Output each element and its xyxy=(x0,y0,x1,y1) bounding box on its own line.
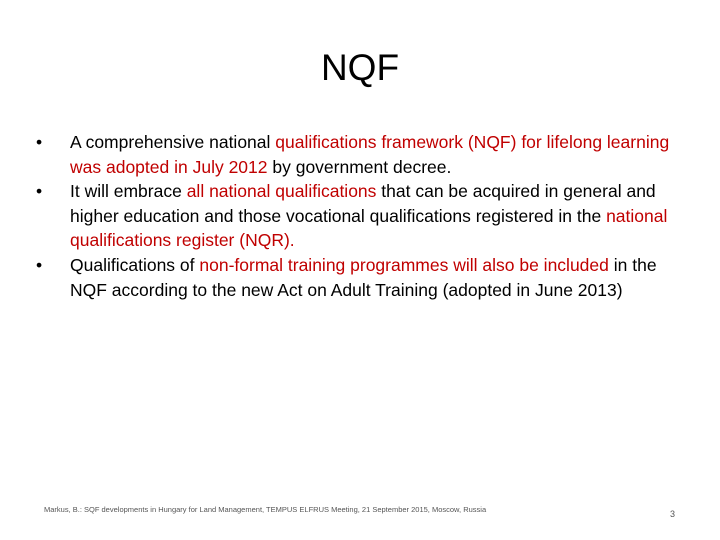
bullet-list xyxy=(36,130,686,302)
bullet-2-highlight-b: national qualifications register (NQR). xyxy=(70,205,668,251)
footer-citation: Markus, B.: SQF developments in Hungary for Land Management, TEMPUS ELFRUS Meeting, 21 September 2015, Moscow, Russia xyxy=(44,505,487,514)
bullet-3-text-b: in the NQF according to the new Act on Adult Training (adopted in June 2013) xyxy=(70,254,657,300)
bullet-item-1 xyxy=(36,130,686,179)
bullet-icon: • xyxy=(36,254,43,275)
bullet-1-highlight: qualifications framework (NQF) for lifelong learning was adopted in July 2012 xyxy=(70,132,670,177)
bullet-item-2 xyxy=(36,179,686,253)
bullet-2-highlight-a: all national qualifications xyxy=(186,181,377,202)
bullet-item-3 xyxy=(36,253,686,302)
page-number: 3 xyxy=(670,509,676,519)
bullet-2-text-a: It will embrace xyxy=(70,181,187,202)
bullet-3-text-a: Qualifications of xyxy=(70,254,200,275)
bullet-icon: • xyxy=(36,181,43,202)
bullet-3-highlight: non-formal training programmes will also be included xyxy=(199,254,609,275)
bullet-icon: • xyxy=(36,132,43,152)
bullet-2-text-b: that can be acquired in general and higher education and those vocational qualifications registered in the xyxy=(70,181,656,226)
slide-title: NQF xyxy=(320,47,400,88)
bullet-1-text-a: A comprehensive national xyxy=(70,132,276,152)
bullet-1-text-b: by government decree. xyxy=(267,156,452,177)
